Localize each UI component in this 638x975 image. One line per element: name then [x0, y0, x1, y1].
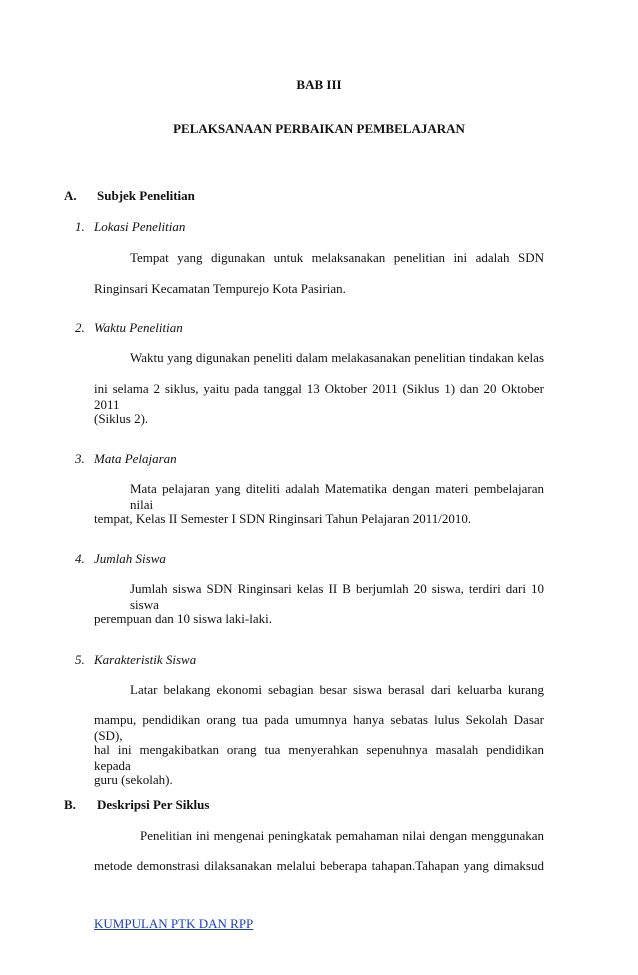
section-b-line-1: Penelitian ini mengenai peningkatak pemahaman nilai dengan menggunakan	[140, 828, 544, 843]
item-4-line-2: perempuan dan 10 siswa laki-laki.	[94, 611, 272, 626]
section-a-letter: A.	[64, 188, 77, 203]
item-2-line-2: ini selama 2 siklus, yaitu pada tanggal 13 Oktober 2011 (Siklus 1) dan 20 Oktober 2011	[94, 381, 544, 412]
item-2-number: 2.	[75, 320, 85, 335]
item-3-number: 3.	[75, 451, 85, 466]
footer-link[interactable]: KUMPULAN PTK DAN RPP	[94, 916, 254, 931]
item-2-heading: Waktu Penelitian	[94, 320, 183, 335]
item-3-line-1: Mata pelajaran yang diteliti adalah Matematika dengan materi pembelajaran nilai	[130, 481, 544, 512]
page-title: PELAKSANAAN PERBAIKAN PEMBELAJARAN	[173, 121, 465, 136]
item-5-line-3: hal ini mengakibatkan orang tua menyerahkan sepenuhnya masalah pendidikan kepada	[94, 742, 544, 773]
item-4-number: 4.	[75, 551, 85, 566]
section-b-line-2: metode demonstrasi dilaksanakan melalui beberapa tahapan.Tahapan yang dimaksud	[94, 858, 544, 873]
item-3-line-2: tempat, Kelas II Semester I SDN Ringinsari Tahun Pelajaran 2011/2010.	[94, 511, 472, 526]
item-2-line-3: (Siklus 2).	[94, 411, 149, 426]
item-1-line-2: Ringinsari Kecamatan Tempurejo Kota Pasirian.	[94, 281, 346, 296]
item-1-number: 1.	[75, 219, 85, 234]
section-b-letter: B.	[64, 797, 76, 812]
section-a-heading: Subjek Penelitian	[97, 188, 195, 203]
item-5-number: 5.	[75, 652, 85, 667]
item-2-line-1: Waktu yang digunakan peneliti dalam melakasanakan penelitian tindakan kelas	[130, 350, 544, 365]
item-5-line-1: Latar belakang ekonomi sebagian besar siswa berasal dari keluarba kurang	[130, 682, 544, 697]
item-1-heading: Lokasi Penelitian	[94, 219, 186, 234]
item-5-heading: Karakteristik Siswa	[94, 652, 197, 667]
section-b-heading: Deskripsi Per Siklus	[97, 797, 210, 812]
item-4-heading: Jumlah Siswa	[94, 551, 166, 566]
chapter-label: BAB III	[296, 77, 342, 92]
item-5-line-4: guru (sekolah).	[94, 772, 173, 787]
item-4-line-1: Jumlah siswa SDN Ringinsari kelas II B berjumlah 20 siswa, terdiri dari 10 siswa	[130, 581, 544, 612]
item-3-heading: Mata Pelajaran	[94, 451, 177, 466]
item-5-line-2: mampu, pendidikan orang tua pada umumnya hanya sebatas lulus Sekolah Dasar (SD),	[94, 712, 544, 743]
item-1-line-1: Tempat yang digunakan untuk melaksanakan penelitian ini adalah SDN	[130, 250, 544, 265]
